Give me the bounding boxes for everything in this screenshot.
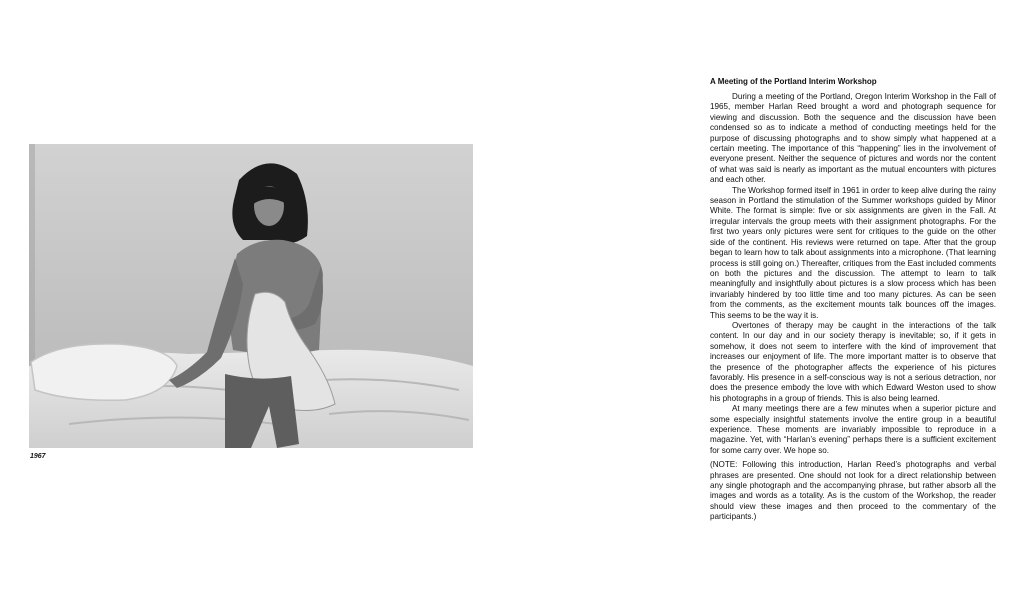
article-note: (NOTE: Following this introduction, Harlan Reed’s photographs and verbal phrases are presented. One should not look for a direct relationship between any single photograph and the accompanying phrase, but rather absorb all the images and words as a totality. As is the custom of the Workshop, the reader should view these images and then proceed to the commentary of the participants.) <box>710 460 996 522</box>
article-paragraph: The Workshop formed itself in 1961 in order to keep alive during the rainy season in Portland the stimulation of the Summer workshops guided by Minor White. The format is simple: five or six assignments are given in the Fall. At irregular intervals the group meets with their assignment photographs. For the first two years only pictures were sent for critiques to the guide on the other side of the continent. His reviews were returned on tape. After that the group began to learn how to talk about assignments into a microphone. (That learning process is still going on.) Thereafter, critiques from the East included comments on both the pictures and the discussion. The attempt to learn to talk meaningfully and insightfully about pictures is a slow process which has been invariably hindered by too little time and too many pictures. As can be seen from the comments, as the excitement mounts talk bounces off the images. This seems to be the way it is. <box>710 185 996 320</box>
article-title: A Meeting of the Portland Interim Workshop <box>710 77 877 86</box>
article <box>710 77 996 523</box>
article-paragraph: At many meetings there are a few minutes when a superior picture and some especially insightful statements involve the entire group in a beautiful experience. These moments are invariably impossible to reproduce in a magazine. Yet, with “Harlan’s evening” perhaps there is a sufficient excitement for some carry over. We hope so. <box>710 404 996 455</box>
article-paragraph: Overtones of therapy may be caught in the interactions of the talk content. In our day and in our society therapy is inevitable; so, if it gets in somehow, it does not seem to interfere with the kind of improvement that increases our enjoyment of life. The more important matter is to observe that the presence of the photographer affects the experience of his pictures favorably. His presence in a self-conscious way is not a serious detraction, nor does the presence embody the love with which Edward Weston used to show his photographs in a group of friends. This is also being learned. <box>710 320 996 403</box>
article-paragraph: During a meeting of the Portland, Oregon Interim Workshop in the Fall of 1965, member Harlan Reed brought a word and photograph sequence for viewing and discussion. Both the sequence and the discussion have been condensed so as to indicate a method of conducting meetings held for the purpose of discussing photographs and to show simply what happened at a certain meeting. The importance of this “happening” lies in the involvement of everyone present. Neither the sequence of pictures and words nor the content of what was said is nearly as important as the mutual encounters with pictures and each other. <box>710 92 996 185</box>
photograph-woman-on-bed <box>29 144 473 448</box>
photograph-illustration <box>29 144 473 448</box>
photo-caption: 1967 <box>30 453 46 460</box>
